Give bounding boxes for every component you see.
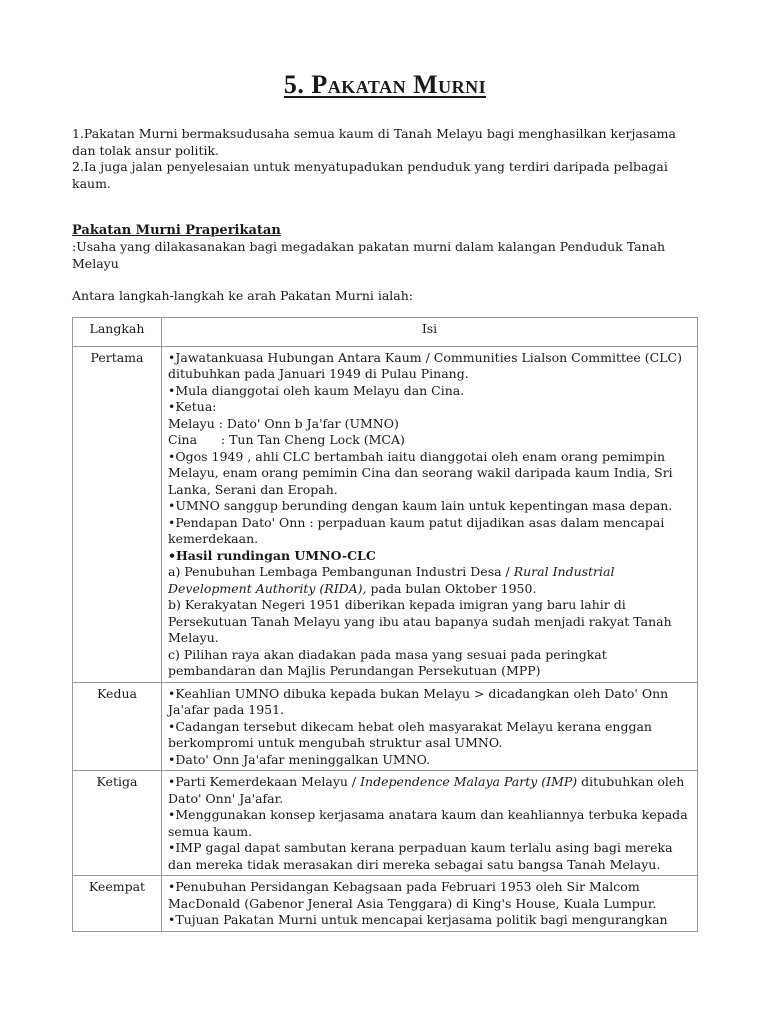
content-line: •UMNO sanggup berunding dengan kaum lain untuk kepentingan masa depan. bbox=[168, 498, 673, 513]
steps-table bbox=[72, 317, 698, 932]
content-line: •Tujuan Pakatan Murni untuk mencapai kerjasama politik bagi mengurangkan bbox=[168, 912, 668, 927]
content-line: b) Kerakyatan Negeri 1951 diberikan kepada imigran yang baru lahir di Persekutuan Tanah Melayu yang ibu atau bapanya sudah menjadi rakyat Tanah Melayu. bbox=[168, 597, 672, 645]
content-line: •Mula dianggotai oleh kaum Melayu dan Cina. bbox=[168, 382, 465, 398]
content-text: •Parti Kemerdekaan Melayu / bbox=[168, 774, 361, 789]
content-line: •Menggunakan konsep kerjasama anatara kaum dan keahliannya terbuka kepada semua kaum. bbox=[168, 807, 688, 839]
step-cell: Ketiga bbox=[73, 771, 162, 876]
step-cell: Keempat bbox=[73, 876, 162, 932]
content-text: a) Penubuhan Lembaga Pembangunan Industri Desa / bbox=[168, 564, 514, 579]
content-line: •Keahlian UMNO dibuka kepada bukan Melayu > dicadangkan oleh Dato' Onn Ja'afar pada 1951. bbox=[168, 685, 669, 717]
content-line: •Jawatankuasa Hubungan Antara Kaum / Communities Lialson Committee (CLC) ditubuhkan pada Januari 1949 di Pulau Pinang. bbox=[168, 349, 682, 381]
content-subheading: •Hasil rundingan UMNO-CLC bbox=[168, 547, 376, 563]
content-line bbox=[168, 774, 691, 807]
content-line: Melayu : Dato' Onn b Ja'far (UMNO) bbox=[168, 415, 399, 431]
content-text: pada bulan Oktober 1950. bbox=[366, 580, 537, 596]
intro-block bbox=[72, 126, 698, 192]
content-line bbox=[168, 564, 691, 597]
page-title: 5. Pakatan Murni bbox=[283, 70, 487, 99]
intro-point-2: 2.Ia juga jalan penyelesaian untuk menyatupadukan penduduk yang terdiri daripada pelbagai kaum. bbox=[72, 159, 668, 191]
table-row bbox=[73, 876, 698, 932]
section-title: Pakatan Murni Praperikatan bbox=[72, 223, 281, 238]
content-cell bbox=[162, 346, 698, 682]
section-description: :Usaha yang dilakasanakan bagi megadakan pakatan murni dalam kalangan Penduduk Tanah Melayu bbox=[72, 239, 666, 271]
step-cell: Pertama bbox=[73, 346, 162, 682]
content-cell bbox=[162, 682, 698, 771]
content-line: Cina : Tun Tan Cheng Lock (MCA) bbox=[168, 432, 405, 447]
content-cell bbox=[162, 771, 698, 876]
content-line: •Ogos 1949 , ahli CLC bertambah iaitu dianggotai oleh enam orang pemimpin Melayu, enam orang pemimin Cina dan seorang wakil daripada kaum India, Sri Lanka, Serani dan Eropah. bbox=[168, 448, 673, 497]
document-page bbox=[72, 70, 698, 932]
content-line: •Pendapan Dato' Onn : perpaduan kaum patut dijadikan asas dalam mencapai kemerdekaan. bbox=[168, 514, 665, 546]
content-line: •IMP gagal dapat sambutan kerana perpaduan kaum terlalu asing bagi mereka dan mereka tidak merasakan diri mereka sebagai satu bangsa Tanah Melayu. bbox=[168, 840, 673, 872]
content-text: ditubuhkan oleh Dato' Onn' Ja'afar. bbox=[168, 774, 685, 806]
table-row bbox=[73, 771, 698, 876]
header-isi: Isi bbox=[162, 317, 698, 346]
content-cell bbox=[162, 876, 698, 932]
table-row bbox=[73, 682, 698, 771]
content-italic: Rural Industrial Development Authority (RIDA), bbox=[168, 564, 615, 596]
content-line: •Penubuhan Persidangan Kebagsaan pada Februari 1953 oleh Sir Malcom MacDonald (Gabenor Jeneral Asia Tenggara) di King's House, Kuala Lumpur. bbox=[168, 879, 657, 911]
content-italic: Independence Malaya Party (IMP) bbox=[360, 774, 578, 789]
step-cell: Kedua bbox=[73, 682, 162, 771]
intro-point-1: 1.Pakatan Murni bermaksudusaha semua kaum di Tanah Melayu bagi menghasilkan kerjasama dan tolak ansur politik. bbox=[72, 126, 676, 158]
content-line: c) Pilihan raya akan diadakan pada masa yang sesuai pada peringkat pembandaran dan Majlis Perundangan Persekutuan (MPP) bbox=[168, 646, 607, 678]
content-line: •Ketua: bbox=[168, 399, 217, 414]
lead-text: Antara langkah-langkah ke arah Pakatan Murni ialah: bbox=[72, 288, 413, 303]
header-langkah: Langkah bbox=[73, 317, 162, 346]
table-row bbox=[73, 346, 698, 682]
content-line: •Cadangan tersebut dikecam hebat oleh masyarakat Melayu kerana enggan berkompromi untuk mengubah struktur asal UMNO. bbox=[168, 718, 652, 750]
content-line: •Dato' Onn Ja'afar meninggalkan UMNO. bbox=[168, 751, 431, 767]
table-header-row bbox=[73, 317, 698, 346]
